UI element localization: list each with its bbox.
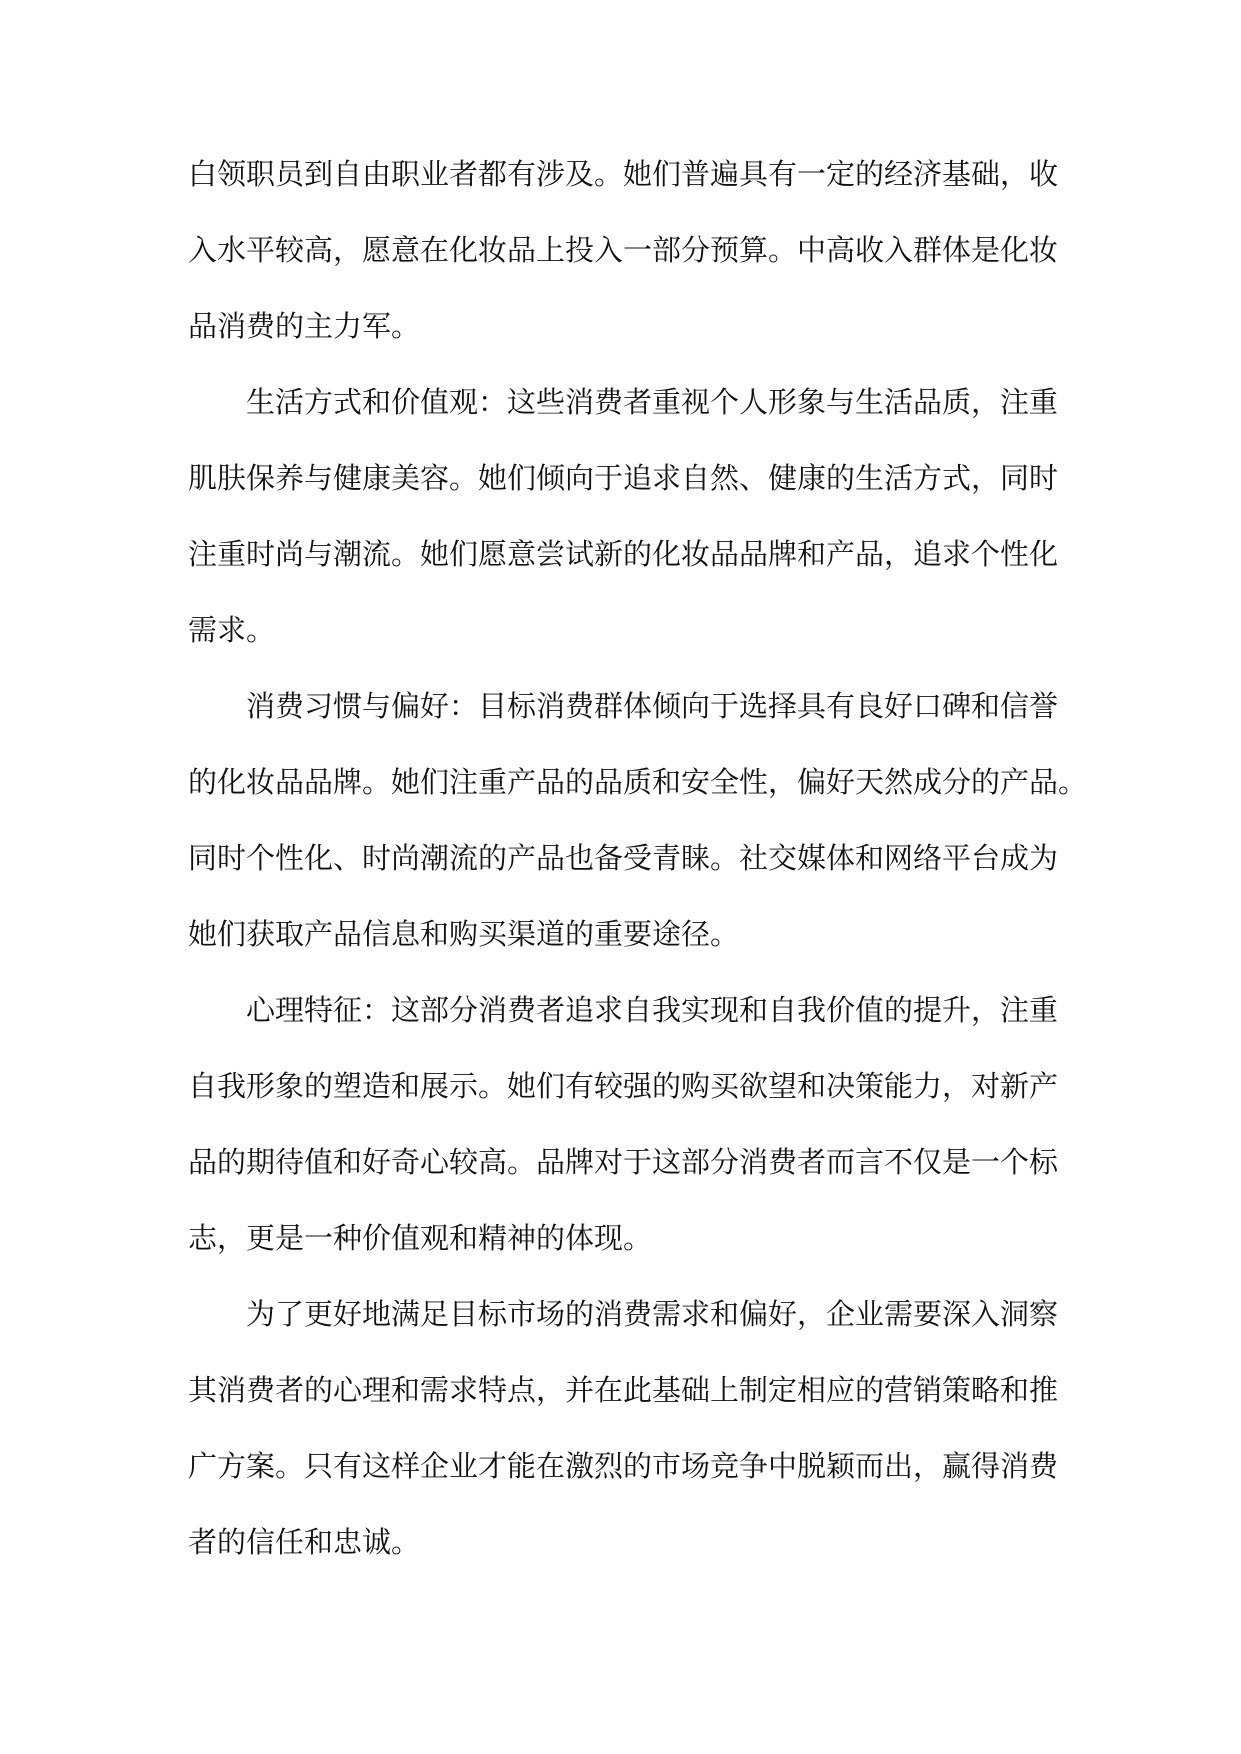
text-line: 自我形象的塑造和展示。她们有较强的购买欲望和决策能力，对新产 bbox=[188, 1069, 1059, 1103]
text-line: 肌肤保养与健康美容。她们倾向于追求自然、健康的生活方式，同时 bbox=[188, 461, 1059, 495]
text-line: 品消费的主力军。 bbox=[188, 309, 421, 343]
paragraph-first-line: 生活方式和价值观：这些消费者重视个人形象与生活品质，注重 bbox=[246, 385, 1059, 419]
paragraph-first-line: 为了更好地满足目标市场的消费需求和偏好，企业需要深入洞察 bbox=[246, 1297, 1059, 1331]
text-line: 其消费者的心理和需求特点，并在此基础上制定相应的营销策略和推 bbox=[188, 1373, 1059, 1407]
text-line: 同时个性化、时尚潮流的产品也备受青睐。社交媒体和网络平台成为 bbox=[188, 841, 1059, 875]
text-line: 入水平较高，愿意在化妆品上投入一部分预算。中高收入群体是化妆 bbox=[188, 233, 1059, 267]
text-line: 品的期待值和好奇心较高。品牌对于这部分消费者而言不仅是一个标 bbox=[188, 1145, 1059, 1179]
text-line: 她们获取产品信息和购买渠道的重要途径。 bbox=[188, 917, 740, 951]
paragraph-first-line: 消费习惯与偏好：目标消费群体倾向于选择具有良好口碑和信誉 bbox=[246, 689, 1059, 723]
text-line: 白领职员到自由职业者都有涉及。她们普遍具有一定的经济基础，收 bbox=[188, 157, 1059, 191]
text-line: 者的信任和忠诚。 bbox=[188, 1525, 421, 1559]
text-line: 需求。 bbox=[188, 613, 276, 647]
paragraph-first-line: 心理特征：这部分消费者追求自我实现和自我价值的提升，注重 bbox=[246, 993, 1059, 1027]
text-line: 志，更是一种价值观和精神的体现。 bbox=[188, 1221, 653, 1255]
text-line: 注重时尚与潮流。她们愿意尝试新的化妆品品牌和产品，追求个性化 bbox=[188, 537, 1059, 571]
text-line: 广方案。只有这样企业才能在激烈的市场竞争中脱颖而出，赢得消费 bbox=[188, 1449, 1059, 1483]
text-line: 的化妆品品牌。她们注重产品的品质和安全性，偏好天然成分的产品。 bbox=[188, 765, 1088, 799]
document-body bbox=[188, 136, 1088, 1580]
